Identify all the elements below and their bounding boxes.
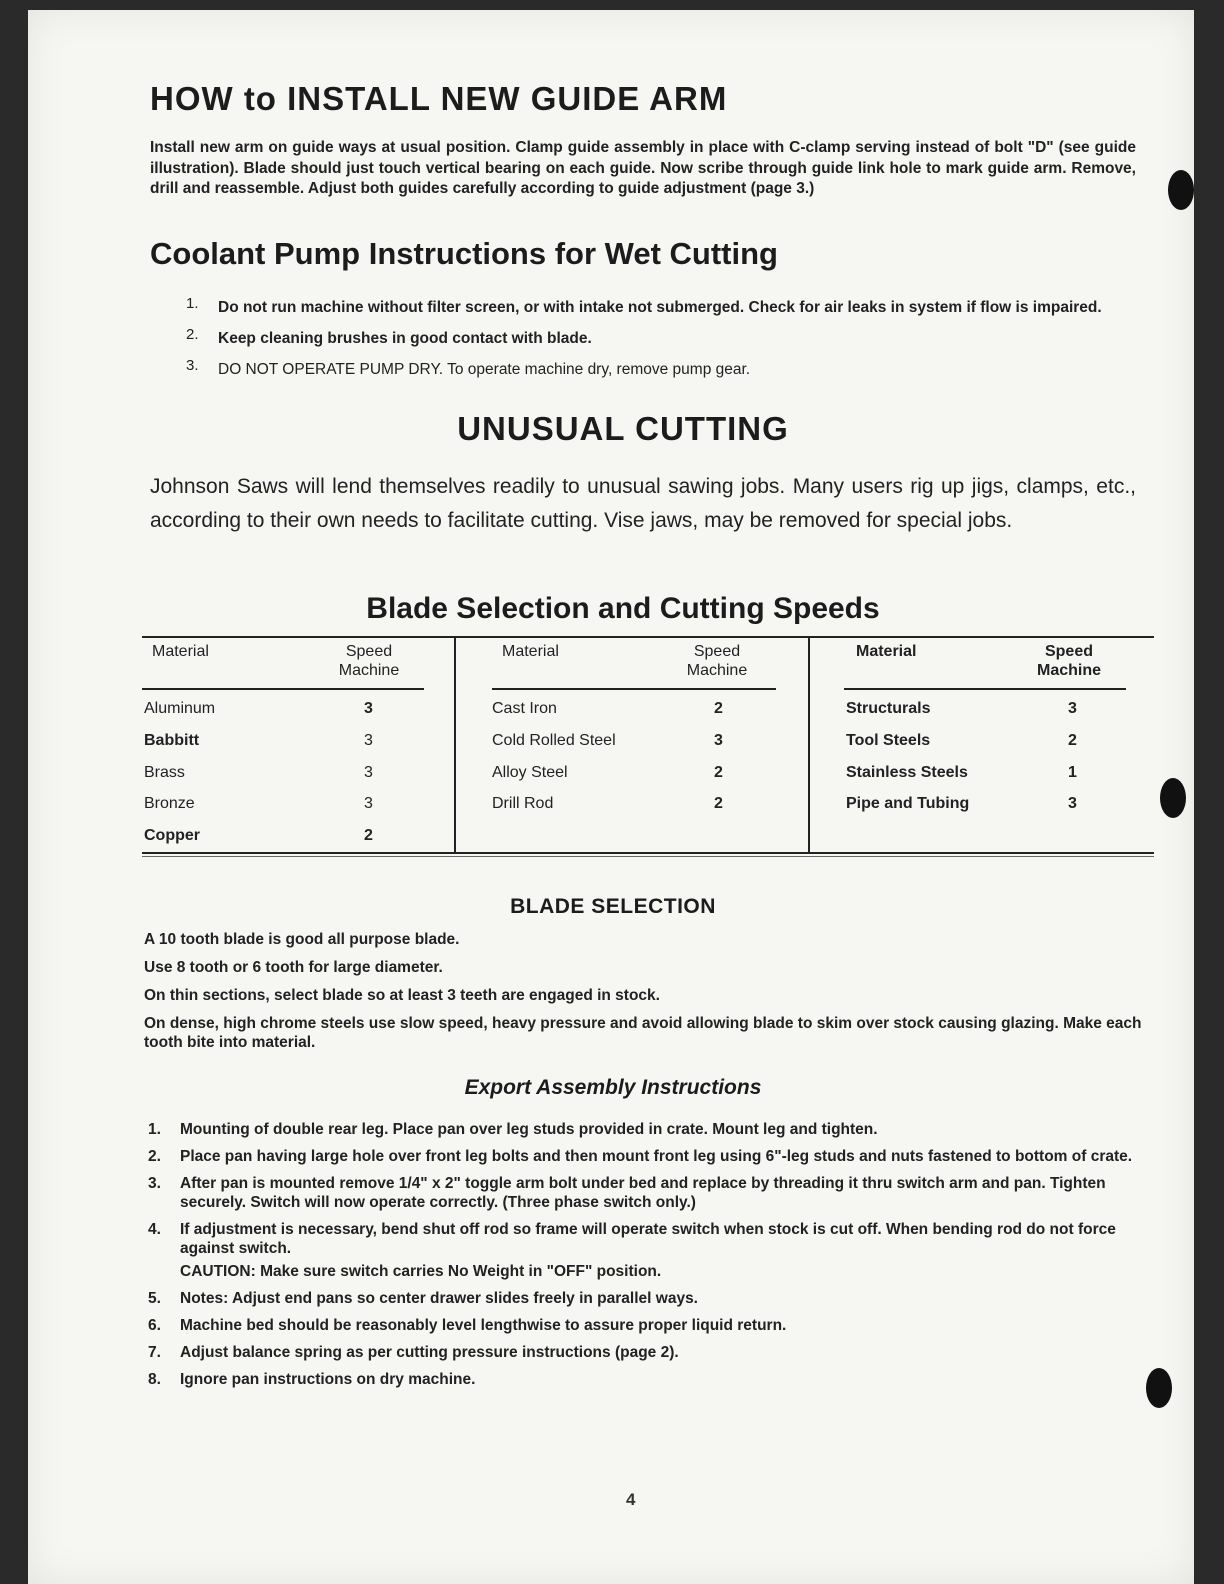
table-cell-speed: 3 bbox=[714, 732, 723, 749]
table-cell-speed: 3 bbox=[364, 732, 373, 749]
list-item: 2. Keep cleaning brushes in good contact with blade. bbox=[186, 326, 592, 347]
table-cell-speed: 2 bbox=[1068, 732, 1077, 749]
table-bottom-rule bbox=[142, 852, 1154, 854]
table-cell-speed: 1 bbox=[1068, 764, 1077, 781]
table-cell-speed: 2 bbox=[714, 700, 723, 717]
binder-hole bbox=[1168, 170, 1194, 210]
unusual-body: Johnson Saws will lend themselves readily to unusual sawing jobs. Many users rig up jigs, clamps, etc., according to their own needs to facilitate cutting. Vise jaws, may be removed for special jobs. bbox=[150, 475, 1136, 532]
list-item: 5. Notes: Adjust end pans so center drawer slides freely in parallel ways. bbox=[148, 1290, 698, 1307]
document-page bbox=[28, 10, 1194, 1584]
list-item: 8. Ignore pan instructions on dry machine. bbox=[148, 1371, 476, 1388]
blade-selection-line: On dense, high chrome steels use slow speed, heavy pressure and avoid allowing blade to skim over stock causing glazing. Make each tooth bite into material. bbox=[144, 1015, 1142, 1051]
header-material: Material bbox=[502, 643, 559, 660]
export-title: Export Assembly Instructions bbox=[464, 1076, 762, 1099]
table-divider bbox=[808, 638, 810, 852]
list-item: 1. Do not run machine without filter screen, or with intake not submerged. Check for air leaks in system if flow is impaired. bbox=[186, 295, 1102, 316]
table-cell-material: Alloy Steel bbox=[492, 764, 568, 781]
table-cell-speed: 3 bbox=[1068, 795, 1077, 812]
table-cell-material: Stainless Steels bbox=[846, 764, 968, 781]
list-item: 2. Place pan having large hole over front leg bolts and then mount front leg using 6"-leg studs and nuts fastened to bottom of crate. bbox=[148, 1148, 1133, 1165]
table-cell-material: Pipe and Tubing bbox=[846, 795, 970, 812]
blade-selection-line: Use 8 tooth or 6 tooth for large diameter. bbox=[144, 959, 443, 976]
table-top-rule bbox=[142, 636, 1154, 638]
table-cell-material: Structurals bbox=[846, 700, 931, 717]
list-item: 3. After pan is mounted remove 1/4" x 2" toggle arm bolt under bed and replace by threading it thru switch arm and pan. Tighten securely. Switch will now operate correctly. (Three phase switch only.) bbox=[148, 1175, 1106, 1211]
list-item: 1. Mounting of double rear leg. Place pan over leg studs provided in crate. Mount leg and tighten. bbox=[148, 1121, 878, 1138]
install-body: Install new arm on guide ways at usual position. Clamp guide assembly in place with C-clamp serving instead of bolt "D" (see guide illustration). Blade should just touch vertical bearing on each guide. Now scribe through guide link hole to mark guide arm. Remove, drill and reassemble. Adjust both guides carefully according to guide adjustment (page 3.) bbox=[150, 139, 1136, 197]
page-number: 4 bbox=[626, 1490, 636, 1509]
table-cell-material: Tool Steels bbox=[846, 732, 931, 749]
binder-hole bbox=[1160, 778, 1186, 818]
header-rule bbox=[142, 688, 424, 690]
header-rule bbox=[492, 688, 776, 690]
list-item: 4. If adjustment is necessary, bend shut off rod so frame will operate switch when stock is cut off. When bending rod do not force against switch. CAUTION: Make sure switch carries No Weight in "OFF" position. bbox=[148, 1220, 1136, 1281]
table-cell-material: Babbitt bbox=[144, 732, 200, 749]
coolant-title: Coolant Pump Instructions for Wet Cutting bbox=[150, 236, 778, 271]
table-cell-speed: 2 bbox=[714, 764, 723, 781]
caution-note: CAUTION: Make sure switch carries No Weight in "OFF" position. bbox=[180, 1263, 662, 1280]
blade-selection-line: A 10 tooth blade is good all purpose blade. bbox=[144, 931, 460, 948]
table-cell-speed: 3 bbox=[1068, 700, 1077, 717]
header-material: Material bbox=[856, 643, 917, 660]
unusual-title: UNUSUAL CUTTING bbox=[457, 410, 789, 447]
table-cell-speed: 2 bbox=[714, 795, 723, 812]
table-cell-material: Cold Rolled Steel bbox=[492, 732, 616, 749]
header-speed: Speed Machine bbox=[686, 643, 748, 679]
table-cell-speed: 3 bbox=[364, 700, 373, 717]
list-item: 3. DO NOT OPERATE PUMP DRY. To operate machine dry, remove pump gear. bbox=[186, 357, 751, 378]
header-speed: Speed Machine bbox=[1036, 643, 1101, 679]
header-rule bbox=[844, 688, 1126, 690]
header-material: Material bbox=[152, 643, 209, 660]
export-list bbox=[148, 1120, 1136, 1397]
list-item: 7. Adjust balance spring as per cutting pressure instructions (page 2). bbox=[148, 1344, 679, 1361]
table-cell-speed: 2 bbox=[364, 827, 373, 844]
table-bottom-rule bbox=[142, 856, 1154, 857]
blade-selection-line: On thin sections, select blade so at least 3 teeth are engaged in stock. bbox=[144, 987, 660, 1004]
table-cell-speed: 3 bbox=[364, 764, 373, 781]
table-cell-material: Brass bbox=[144, 764, 185, 781]
blade-selection-title: BLADE SELECTION bbox=[510, 895, 716, 918]
coolant-list bbox=[178, 295, 1138, 391]
table-cell-material: Aluminum bbox=[144, 700, 216, 717]
header-speed: Speed Machine bbox=[338, 643, 400, 679]
table-cell-material: Copper bbox=[144, 827, 200, 844]
binder-hole bbox=[1146, 1368, 1172, 1408]
speeds-title: Blade Selection and Cutting Speeds bbox=[366, 592, 880, 625]
install-title: HOW to INSTALL NEW GUIDE ARM bbox=[150, 80, 728, 117]
list-item: 6. Machine bed should be reasonably level lengthwise to assure proper liquid return. bbox=[148, 1317, 787, 1334]
table-divider bbox=[454, 638, 456, 852]
table-cell-material: Bronze bbox=[144, 795, 195, 812]
table-cell-speed: 3 bbox=[364, 795, 373, 812]
table-cell-material: Cast Iron bbox=[492, 700, 557, 717]
table-cell-material: Drill Rod bbox=[492, 795, 554, 812]
